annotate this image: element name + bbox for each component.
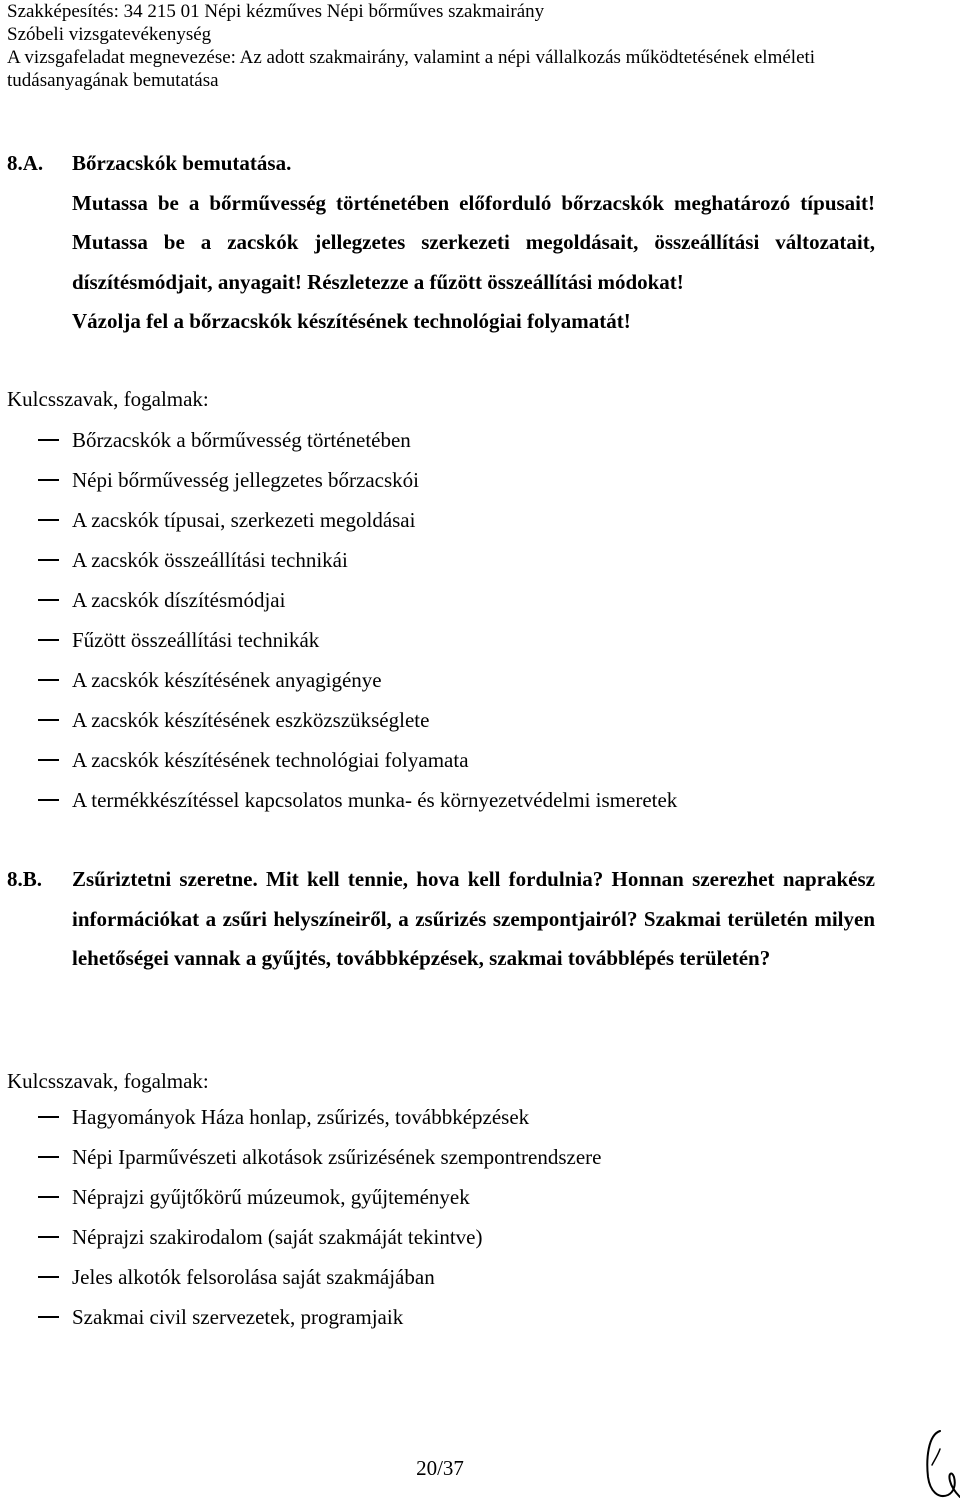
dash-bullet-icon (38, 599, 59, 601)
dash-bullet-icon (38, 1236, 59, 1238)
dash-bullet-icon (38, 1276, 59, 1278)
keyword-text: Népi Iparművészeti alkotások zsűrizésének szempontrendszere (72, 1145, 602, 1169)
keyword-text: A zacskók készítésének eszközszükséglete (72, 708, 430, 732)
keyword-text: Jeles alkotók felsorolása saját szakmájában (72, 1265, 435, 1289)
task-a-label: 8.A. (7, 151, 44, 175)
dash-bullet-icon (38, 799, 59, 801)
dash-bullet-icon (38, 519, 59, 521)
keyword-text: Néprajzi szakirodalom (saját szakmáját tekintve) (72, 1225, 483, 1249)
dash-bullet-icon (38, 1196, 59, 1198)
dash-bullet-icon (38, 719, 59, 721)
dash-bullet-icon (38, 479, 59, 481)
keyword-text: Fűzött összeállítási technikák (72, 628, 320, 652)
dash-bullet-icon (38, 559, 59, 561)
keyword-text: A zacskók készítésének anyagigénye (72, 668, 382, 692)
keyword-text: Hagyományok Háza honlap, zsűrizés, továbbképzések (72, 1105, 530, 1129)
keyword-text: A zacskók típusai, szerkezeti megoldásai (72, 508, 416, 532)
keyword-text: A zacskók összeállítási technikái (72, 548, 348, 572)
task-b-description: Zsűriztetni szeretne. Mit kell tennie, hova kell fordulnia? Honnan szerezhet naprakész információkat a zsűri helyszíneiről, a zsűrizés szempontjairól? Szakmai területén milyen lehetőségei vannak a gyűjtés, továbbképzések, szakmai továbblépés területén? (72, 867, 875, 970)
dash-bullet-icon (38, 679, 59, 681)
task-b-keywords-heading: Kulcsszavak, fogalmak: (7, 1069, 209, 1093)
header-qualification: Szakképesítés: 34 215 01 Népi kézműves Népi bőrműves szakmairány (7, 1, 545, 22)
dash-bullet-icon (38, 759, 59, 761)
task-a-description: Mutassa be a bőrművesség történetében előforduló bőrzacskók meghatározó típusait! Mutassa be a zacskók jellegzetes szerkezeti megoldásait, összeállítási változatait, díszítésmódjait, anyagait! Részletezze a fűzött összeállítási módokat! (72, 190, 875, 294)
header-exam-activity: Szóbeli vizsgatevékenység (7, 24, 212, 45)
keyword-text: Szakmai civil szervezetek, programjaik (72, 1305, 404, 1329)
keyword-text: A zacskók díszítésmódjai (72, 588, 286, 612)
task-b-body (72, 860, 875, 979)
dash-bullet-icon (38, 1316, 59, 1318)
dash-bullet-icon (38, 1116, 59, 1118)
keyword-text: Néprajzi gyűjtőkörű múzeumok, gyűjtemények (72, 1185, 470, 1209)
keyword-text: Népi bőrművesség jellegzetes bőrzacskói (72, 468, 419, 492)
task-a-title: Bőrzacskók bemutatása. (72, 151, 292, 175)
keyword-text: A termékkészítéssel kapcsolatos munka- és környezetvédelmi ismeretek (72, 788, 678, 812)
task-a-body (72, 144, 875, 342)
task-b-label: 8.B. (7, 867, 43, 891)
task-a-keywords-heading: Kulcsszavak, fogalmak: (7, 387, 209, 411)
dash-bullet-icon (38, 1156, 59, 1158)
page-header (7, 0, 815, 92)
signature-mark (918, 1425, 960, 1503)
task-a-last-line: Vázolja fel a bőrzacskók készítésének technológiai folyamatát! (72, 309, 631, 333)
header-task-name-continued: tudásanyagának bemutatása (7, 70, 219, 91)
page-number: 20/37 (416, 1456, 464, 1480)
header-task-name: A vizsgafeladat megnevezése: Az adott szakmairány, valamint a népi vállalkozás működtetésének elméleti (7, 47, 816, 68)
dash-bullet-icon (38, 639, 59, 641)
dash-bullet-icon (38, 439, 59, 441)
keyword-text: A zacskók készítésének technológiai folyamata (72, 748, 469, 772)
keyword-text: Bőrzacskók a bőrművesség történetében (72, 428, 411, 452)
